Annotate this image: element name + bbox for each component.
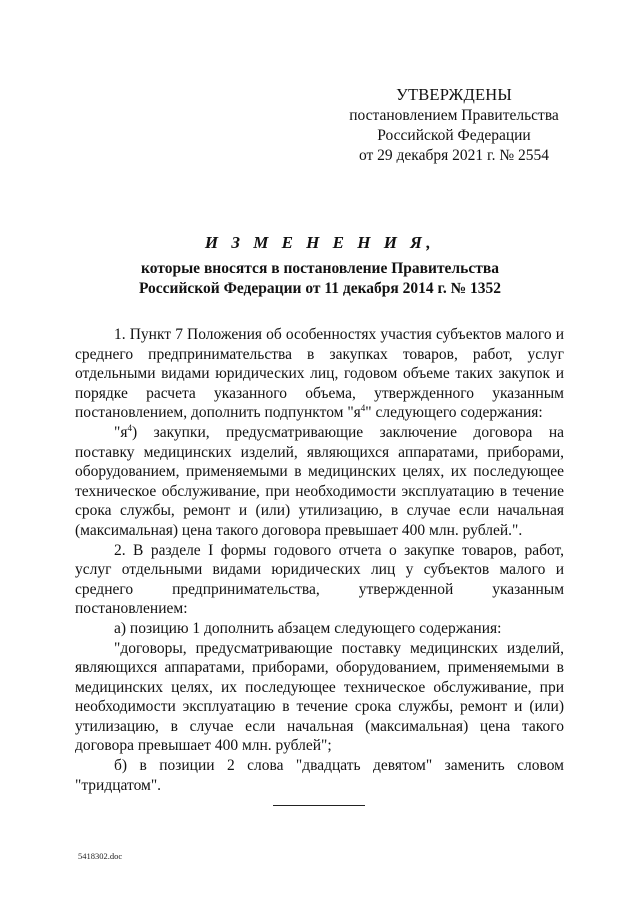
paragraph-2-text: ) закупки, предусматривающие заключение договора на поставку медицинских изделий, являющихся аппаратами, приборами, оборудованием, применяемыми в медицинских целях, их последующее техническое обслуживание, при необходимости эксплуатацию в течение срока службы, ремонт и (или) утилизацию, в случае если начальная (максимальная) цена такого договора превышает 400 млн. рублей.". <box>75 423 564 539</box>
paragraph-1 <box>75 325 564 423</box>
subtitle-line-2: Российской Федерации от 11 декабря 2014 г. № 1352 <box>138 280 502 297</box>
paragraph-2-lead: "я <box>114 423 128 441</box>
document-subtitle <box>60 259 580 299</box>
subtitle-line-1: которые вносятся в постановление Правительства <box>141 260 499 277</box>
approval-heading: УТВЕРЖДЕНЫ <box>396 85 512 104</box>
superscript: 4 <box>360 403 366 414</box>
document-title: И З М Е Н Е Н И Я, <box>204 233 436 252</box>
document-body <box>75 325 564 795</box>
paragraph-6: б) в позиции 2 слова "двадцать девятом" заменить словом "тридцатом". <box>75 757 564 794</box>
paragraph-2 <box>75 423 564 541</box>
paragraph-1-tail: " следующего содержания: <box>365 404 543 422</box>
paragraph-1-text: 1. Пункт 7 Положения об особенностях участия субъектов малого и среднего предпринимательства в закупках товаров, работ, услуг отдельными видами юридических лиц, годовом объеме таких закупок и порядке расчета указанного объема, утвержденного указанным постановлением, дополнить подпунктом "я <box>75 326 564 422</box>
end-rule <box>273 805 365 806</box>
paragraph-3: 2. В разделе I формы годового отчета о закупке товаров, работ, услуг отдельными видами юридических лиц у субъектов малого и среднего предпринимательства, утвержденной указанным постановлением: <box>75 541 564 618</box>
approval-line-3: от 29 декабря 2021 г. № 2554 <box>358 147 550 164</box>
superscript: 4 <box>127 422 132 433</box>
paragraph-5: "договоры, предусматривающие поставку медицинских изделий, являющихся аппаратами, приборами, оборудованием, применяемыми в медицинских целях, их последующее техническое обслуживание, при необходимости эксплуатацию в течение срока службы, ремонт и (или) утилизацию, в случае если начальная (максимальная) цена такого договора превышает 400 млн. рублей"; <box>75 639 564 755</box>
approval-line-1: постановлением Правительства <box>349 107 559 124</box>
approval-line-2: Российской Федерации <box>377 127 531 144</box>
paragraph-4: а) позицию 1 дополнить абзацем следующего содержания: <box>114 619 502 637</box>
doc-code: 5418302.doc <box>78 851 123 861</box>
approval-stamp <box>340 84 568 166</box>
